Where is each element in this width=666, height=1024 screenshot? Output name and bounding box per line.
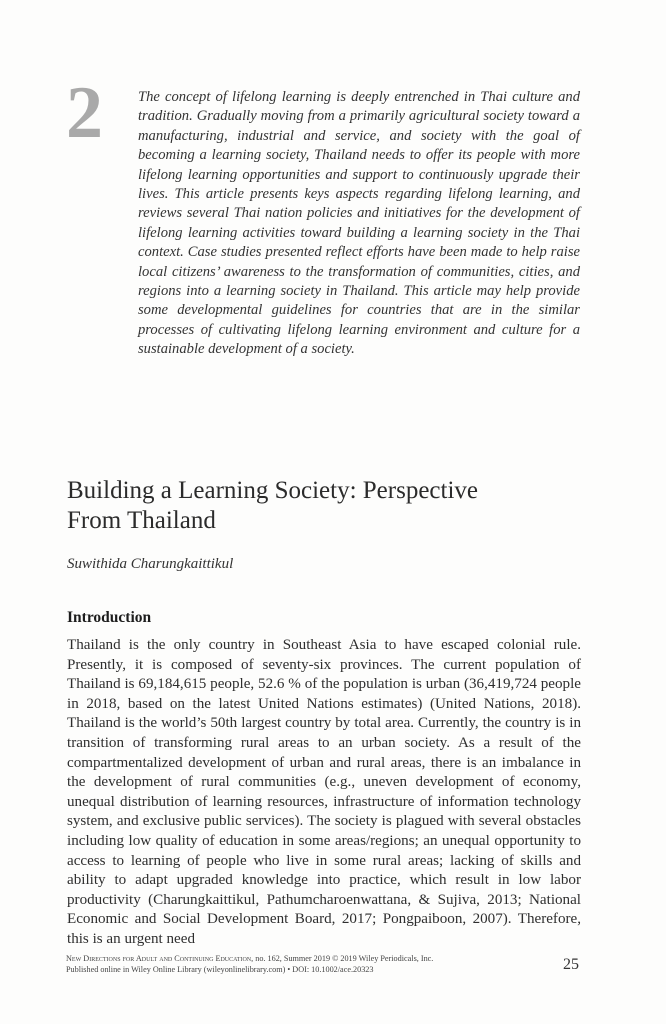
published-online: Published online in Wiley Online Library (wileyonlinelibrary.com) — [66, 965, 286, 974]
footer-line-1 — [66, 953, 586, 964]
chapter-number: 2 — [66, 72, 103, 154]
issue-info: , no. 162, Summer 2019 © 2019 Wiley Periodicals, Inc. — [251, 954, 434, 963]
page-number: 25 — [563, 956, 579, 973]
author-name: Suwithida Charungkaittikul — [67, 556, 234, 572]
doi: DOI: 10.1002/ace.20323 — [292, 965, 374, 974]
abstract: The concept of lifelong learning is deeply entrenched in Thai culture and tradition. Gradually moving from a primarily agricultural society toward a manufacturing, industrial and service, and society with the goal of becoming a learning society, Thailand needs to offer its people with more lifelong learning opportunities and support to continuously upgrade their lives. This article presents keys aspects regarding lifelong learning, and reviews several Thai nation policies and initiatives for the development of lifelong learning activities toward building a learning society in the Thai context. Case studies presented reflect efforts have been made to help raise local citizens’ awareness to the transformation of communities, cities, and regions into a learning society in Thailand. This article may help provide some developmental guidelines for countries that are in the similar processes of cultivating lifelong learning environment and culture for a sustainable development of a society. — [138, 89, 580, 358]
title-line-1: Building a Learning Society: Perspective — [67, 477, 479, 504]
section-heading: Introduction — [67, 609, 152, 626]
journal-name: New Directions for Adult and Continuing Education — [66, 954, 252, 963]
page-footer — [66, 953, 586, 975]
body-paragraph: Thailand is the only country in Southeast Asia to have escaped colonial rule. Presently, it is composed of seventy-six provinces. The current population of Thailand is 69,184,615 people, 52.6 % of the population is urban (36,419,724 people in 2018, based on the latest United Nations estimates) (United Nations, 2018). Thailand is the world’s 50th largest country by total area. Currently, the country is in transition of transforming rural areas to an urban society. As a result of the compartmentalized development of urban and rural areas, there is an imbalance in the development of rural communities (e.g., uneven development of economy, unequal distribution of learning resources, infrastructure of information technology system, and exclusive public services). The society is plagued with several obstacles including low quality of education in some areas/regions; an unequal opportunity to access to learning of people who live in some rural areas; lacking of skills and ability to adapt upgraded knowledge into practice, which result in low labor productivity (Charungkaittikul, Pathumcharoenwattana, & Sujiva, 2013; National Economic and Social Development Board, 2017; Pongpaiboon, 2007). Therefore, this is an urgent need — [67, 637, 581, 947]
article-title — [67, 476, 587, 536]
footer-line-2 — [66, 964, 586, 975]
bullet-separator: • — [287, 965, 291, 974]
title-line-2: From Thailand — [67, 507, 216, 534]
